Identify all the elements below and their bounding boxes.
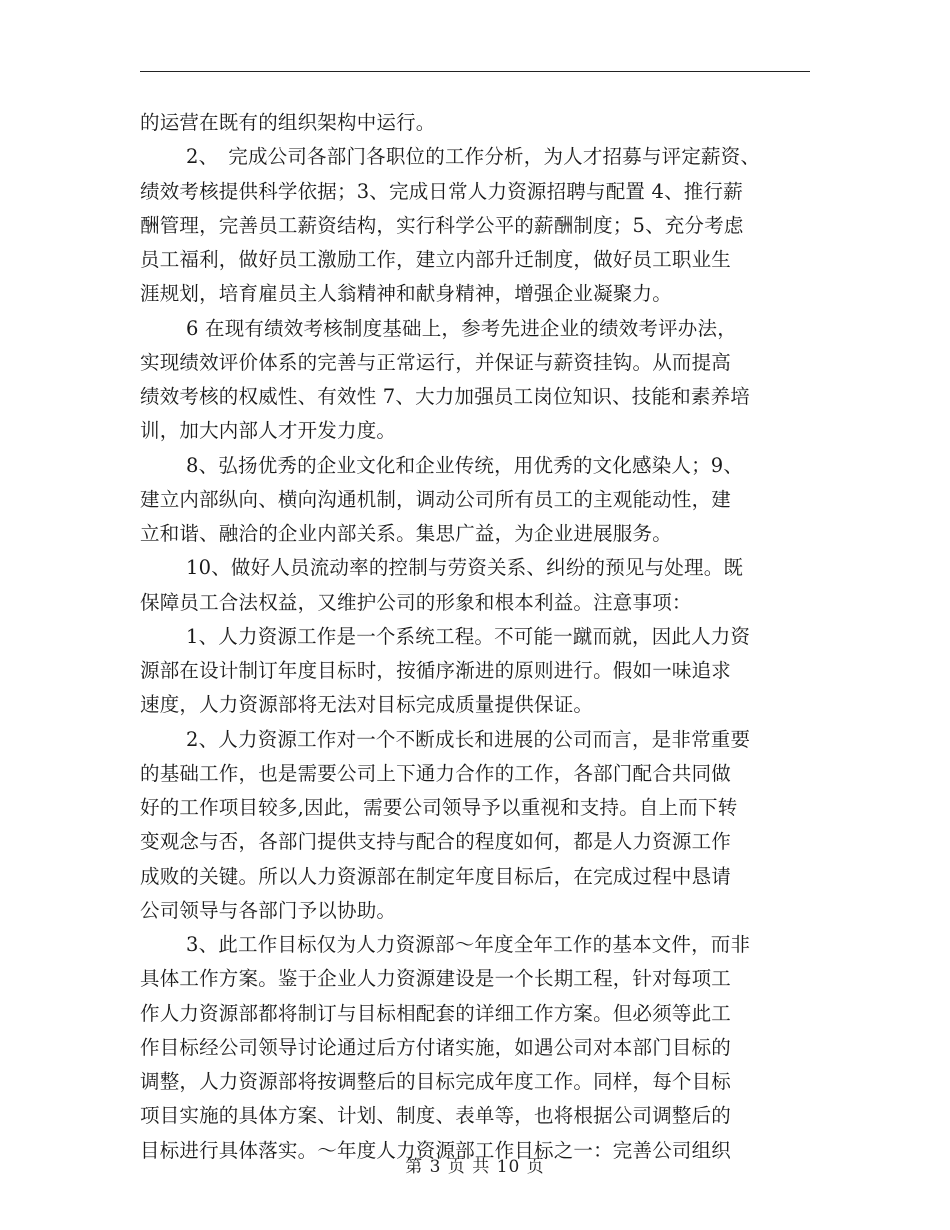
paragraph-line: 建立内部纵向、横向沟通机制，调动公司所有员工的主观能动性，建 (140, 487, 732, 511)
paragraph-first-line: 6 在现有绩效考核制度基础上，参考先进企业的绩效考评办法， (186, 316, 737, 340)
paragraph-line: 目标进行具体落实。～年度人力资源部工作目标之一：完善公司组织 (140, 1138, 732, 1162)
paragraph-line: 源部在设计制订年度目标时，按循序渐进的原则进行。假如一味追求 (140, 659, 732, 682)
paragraph-line: 公司领导与各部门予以协助。 (140, 898, 397, 922)
paragraph-first-line: 3、此工作目标仅为人力资源部～年度全年工作的基本文件，而非 (186, 933, 751, 956)
paragraph-line: 涯规划，培育雇员主人翁精神和献身精神，增强企业凝聚力。 (140, 282, 672, 306)
paragraph-line: 实现绩效评价体系的完善与正常运行，并保证与薪资挂钩。从而提高 (140, 350, 732, 374)
paragraph-line: 保障员工合法权益，又维护公司的形象和根本利益。注意事项： (140, 590, 692, 614)
paragraph-line: 立和谐、融洽的企业内部关系。集思广益，为企业进展服务。 (140, 522, 672, 545)
paragraph-line: 好的工作项目较多,因此，需要公司领导予以重视和支持。自上而下转 (140, 796, 738, 819)
paragraph-line: 变观念与否，各部门提供支持与配合的程度如何，都是人力资源工作 (140, 830, 732, 854)
paragraph-line: 员工福利，做好员工激励工作，建立内部升迁制度，做好员工职业生 (140, 248, 732, 271)
document-body (140, 106, 810, 1168)
paragraph-line: 绩效考核的权威性、有效性 7、大力加强员工岗位知识、技能和素养培 (140, 385, 751, 408)
paragraph-line: 具体工作方案。鉴于企业人力资源建设是一个长期工程，针对每项工 (140, 967, 732, 991)
paragraph-line: 成败的关键。所以人力资源部在制定年度目标后，在完成过程中恳请 (140, 864, 732, 888)
paragraph-line: 的运营在既有的组织架构中运行。 (140, 111, 436, 134)
paragraph-line: 作目标经公司领导讨论通过后方付诸实施，如遇公司对本部门目标的 (140, 1035, 732, 1059)
paragraph-line: 调整，人力资源部将按调整后的目标完成年度工作。同样，每个目标 (140, 1070, 732, 1093)
paragraph-first-line: 2、人力资源工作对一个不断成长和进展的公司而言，是非常重要 (186, 727, 751, 751)
paragraph-line: 训，加大内部人才开发力度。 (140, 419, 397, 443)
header-rule (140, 71, 810, 72)
paragraph-first-line: 8、弘扬优秀的企业文化和企业传统，用优秀的文化感染人；9、 (186, 453, 744, 477)
paragraph-first-line: 10、做好人员流动率的控制与劳资关系、纠纷的预见与处理。既 (186, 556, 744, 580)
page-number: 第 3 页 共 10 页 (405, 1157, 545, 1177)
paragraph-line: 绩效考核提供科学依据；3、完成日常人力资源招聘与配置 4、推行薪 (140, 179, 743, 203)
paragraph-first-line: 1、人力资源工作是一个系统工程。不可能一蹴而就，因此人力资 (186, 624, 751, 648)
paragraph-line: 项目实施的具体方案、计划、制度、表单等，也将根据公司调整后的 (140, 1104, 732, 1128)
paragraph-first-line: 2、 完成公司各部门各职位的工作分析，为人才招募与评定薪资、 (186, 145, 761, 169)
paragraph-line: 作人力资源部都将制订与目标相配套的详细工作方案。但必须等此工 (140, 1001, 732, 1025)
paragraph-line: 酬管理，完善员工薪资结构，实行科学公平的薪酬制度；5、充分考虑 (140, 213, 744, 237)
paragraph-line: 的基础工作，也是需要公司上下通力合作的工作，各部门配合共同做 (140, 761, 732, 785)
paragraph-line: 速度，人力资源部将无法对目标完成质量提供保证。 (140, 693, 594, 717)
